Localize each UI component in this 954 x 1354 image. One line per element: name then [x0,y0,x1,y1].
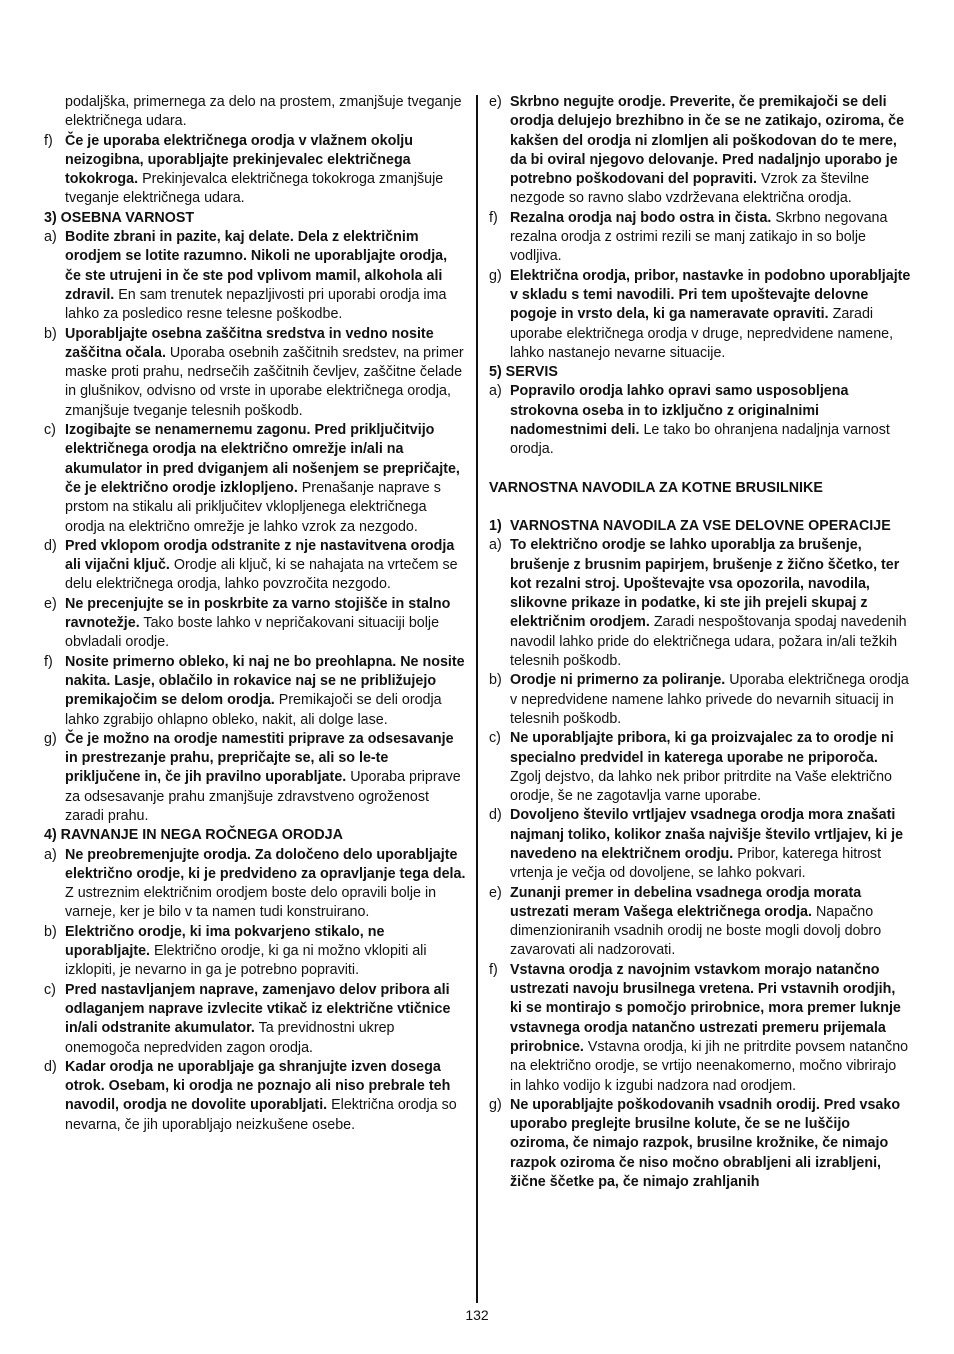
section-heading-tool-care: 4) RAVNANJE IN NEGA ROČNEGA ORODJA [44,827,343,844]
section-4-list [44,846,466,1135]
list-item: g) Če je možno na orodje namestiti priprave za odsesavanje in prestrezanje prahu, prepričajte se, ali so le-te priključene in, če jih pravilno uporabljate. Uporaba priprave za odsesavanje prahu zmanjšuje zdravstveno ogroženost zaradi prahu. [44,730,461,824]
list-item: e) Skrbno negujte orodje. Preverite, če premikajoči se deli orodja delujejo brezhibno in če se ne zatikajo, oziroma, če kakšen del orodja ni zlomljen ali poškodovan do te mere, da bi oviral njegovo delovanje. Pred nadaljnjo uporabo je potrebno poškodovani del popraviti. Vzrok za številne nezgode so ravno slabo vzdrževana električna orodja. [489,94,905,207]
list-item: a) Bodite zbrani in pazite, kaj delate. Dela z električnim orodjem se lotite razumno. Nikoli ne uporabljajte orodja, če ste utrujeni in če ste pod vplivom mamil, alkohola ali zdravil. En sam trenutek nepazljivosti pri uporabi orodja ima lahko za posledico resne telesne poškodbe. [44,229,448,323]
section-4-continued-list [489,93,911,363]
list-item: g) Ne uporabljajte poškodovanih vsadnih orodij. Pred vsako uporabo preglejte brusilne kolute, če se ne luščijo oziroma, če nimajo razpok, brusilne krožnike, če nimajo razpok oziroma če niso močno obrabljeni ali izrabljeni, žične ščetke pa, če nimajo zrahljanih [489,1096,901,1191]
list-item: b) Električno orodje, ki ima pokvarjeno stikalo, ne uporabljajte. Električno orodje, ki ga ni možno vklopiti ali izklopiti, je nevarno in ga je potrebno popraviti. [44,923,427,979]
list-item: g) Električna orodja, pribor, nastavke in podobno uporabljajte v skladu s temi navodili. Pri tem upoštevajte delovne pogoje in vrsto dela, ki ga nameravate opraviti. Zaradi uporabe električnega orodja v druge, nepredvidene namene, lahko nastanejo nevarne situacije. [489,267,911,361]
section-heading-service: 5) SERVIS [489,364,558,381]
list-item: d) Kadar orodja ne uporabljaje ga shranjujte izven dosega otrok. Osebam, ki orodja ne poznajo ali niso prebrale teh navodil, orodja ne dovolite uporabljati. Električna orodja so nevarna, če jih uporabljajo neizkušene osebe. [44,1058,457,1133]
spacer [489,460,911,479]
list-item: e) Zunanji premer in debelina vsadnega orodja morata ustrezati meram Vašega električnega orodja. Napačno dimenzioniranih vsadnih orodij ne boste mogli dovolj dobro zavarovati ali nadzorovati. [489,884,882,959]
left-column [44,93,466,1135]
list-item: d) Dovoljeno število vrtljajev vsadnega orodja mora znašati najmanj toliko, kolikor znaša najvišje število vrtljajev, ki je navedeno na električnem orodju. Pribor, katerega hitrost vrtenja je večja od dovoljene, se lahko pokvari. [489,807,904,882]
list-item: a) Popravilo orodja lahko opravi samo usposobljena strokovna oseba in to izključno z originalnimi nadomestnimi deli. Le tako bo ohranjena nadaljnja varnost orodja. [489,383,890,458]
section-heading-all-operations: 1) VARNOSTNA NAVODILA ZA VSE DELOVNE OPERACIJE [489,517,891,534]
list-item: a) Ne preobremenjujte orodja. Za določeno delo uporabljajte električno orodje, ki je predvideno za opravljanje tega dela. Z ustreznim električnim orodjem boste delo opravili bolje in varneje, ker je bilo v ta namen tudi konstruirano. [44,846,466,921]
list-item: e) Ne precenjujte se in poskrbite za varno stojišče in stalno ravnotežje. Tako boste lahko v nepričakovani situaciji bolje obvladali orodje. [44,595,451,651]
list-item: b) Uporabljajte osebna zaščitna sredstva in vedno nosite zaščitna očala. Uporaba osebnih zaščitnih sredstev, na primer maske proti prahu, nedrsečih zaščitnih čevljev, zaščitne čelade in glušnikov, odvisno od vrste in uporabe električnega orodja, zmanjšuje tveganje telesnih poškodb. [44,325,464,419]
item-f-wet-environment: f) Če je uporaba električnega orodja v vlažnem okolju neizogibna, uporabljajte prekinjevalec električnega tokokroga. Prekinjevalca električnega tokokroga zmanjšuje tveganje električnega udara. [44,132,444,207]
list-item: f) Rezalna orodja naj bodo ostra in čista. Skrbno negovana rezalna orodja z ostrimi rezili se manj zatikajo in so bolje vodljiva. [489,209,888,265]
intro-continuation: podaljška, primernega za delo na prostem, zmanjšuje tveganje električnega udara. [65,94,462,130]
list-item: f) Vstavna orodja z navojnim vstavkom morajo natančno ustrezati navoju brusilnega vretena. Pri vstavnih orodjih, ki se montirajo s pomočjo prirobnice, mora premer luknje vstavnega orodja natančno ustrezati premeru prijemala prirobnice. Vstavna orodja, ki jih ne pritrdite povsem natančno na električno orodje, se vrtijo neenakomerno, močno vibrirajo in lahko vodijo k izgubi nadzora nad orodjem. [489,961,909,1094]
section-1-list [489,536,911,1192]
right-column [489,93,911,1192]
list-item: c) Izogibajte se nenamernemu zagonu. Pred priključitvijo električnega orodja na električno omrežje in/ali na akumulator in pred dviganjem ali nošenjem se prepričajte, če je električno orodje izklopljeno. Prenašanje naprave s prstom na stikalu ali priključitev vklopljenega električnega orodja na električno omrežje je lahko vzrok za nezgodo. [44,422,460,535]
page-number: 132 [465,1307,489,1323]
list-item: f) Nosite primerno obleko, ki naj ne bo preohlapna. Ne nosite nakita. Lasje, oblačilo in rokavice naj se ne približujejo premikajočim se delom orodja. Premikajoči se deli orodja lahko zgrabijo ohlapno obleko, nakit, ali dolge lase. [44,653,465,728]
section-heading-personal-safety: 3) OSEBNA VARNOST [44,209,195,226]
list-item: a) To električno orodje se lahko uporablja za brušenje, brušenje z brusnim papirjem, brušenje z žično ščetko, ter kot rezalni stroj. Upoštevajte vsa opozorila, navodila, slikovne prikaze in podatke, ki ste jih prejeli skupaj z električnim orodjem. Zaradi nespoštovanja spodaj navedenih navodil lahko pride do električnega udara, požara in/ali težkih telesnih poškodb. [489,537,907,670]
section-title-angle-grinders: VARNOSTNA NAVODILA ZA KOTNE BRUSILNIKE [489,479,823,496]
column-divider [476,95,478,1303]
list-item: c) Ne uporabljajte pribora, ki ga proizvajalec za to orodje ni specialno predvidel in katerega uporabe ne priporoča. Zgolj dejstvo, da lahko nek pribor pritrdite na Vaše električno orodje, še ne zagotavlja varne uporabe. [489,730,894,805]
spacer [489,498,911,517]
list-item: b) Orodje ni primerno za poliranje. Uporaba električnega orodja v nepredvidene namene lahko privede do nevarnih situacij in telesnih poškodb. [489,672,909,727]
list-item: c) Pred nastavljanjem naprave, zamenjavo delov pribora ali odlaganjem naprave izvlecite vtikač iz električne vtičnice in/ali odstranite akumulator. Ta previdnostni ukrep onemogoča nepredviden zagon orodja. [44,981,451,1056]
list-item: d) Pred vklopom orodja odstranite z nje nastavitvena orodja ali vijačni ključ. Orodje ali ključ, ki se nahajata na vrtečem se delu električnega orodja, lahko povzročita nezgodo. [44,537,458,593]
section-3-list [44,228,466,826]
